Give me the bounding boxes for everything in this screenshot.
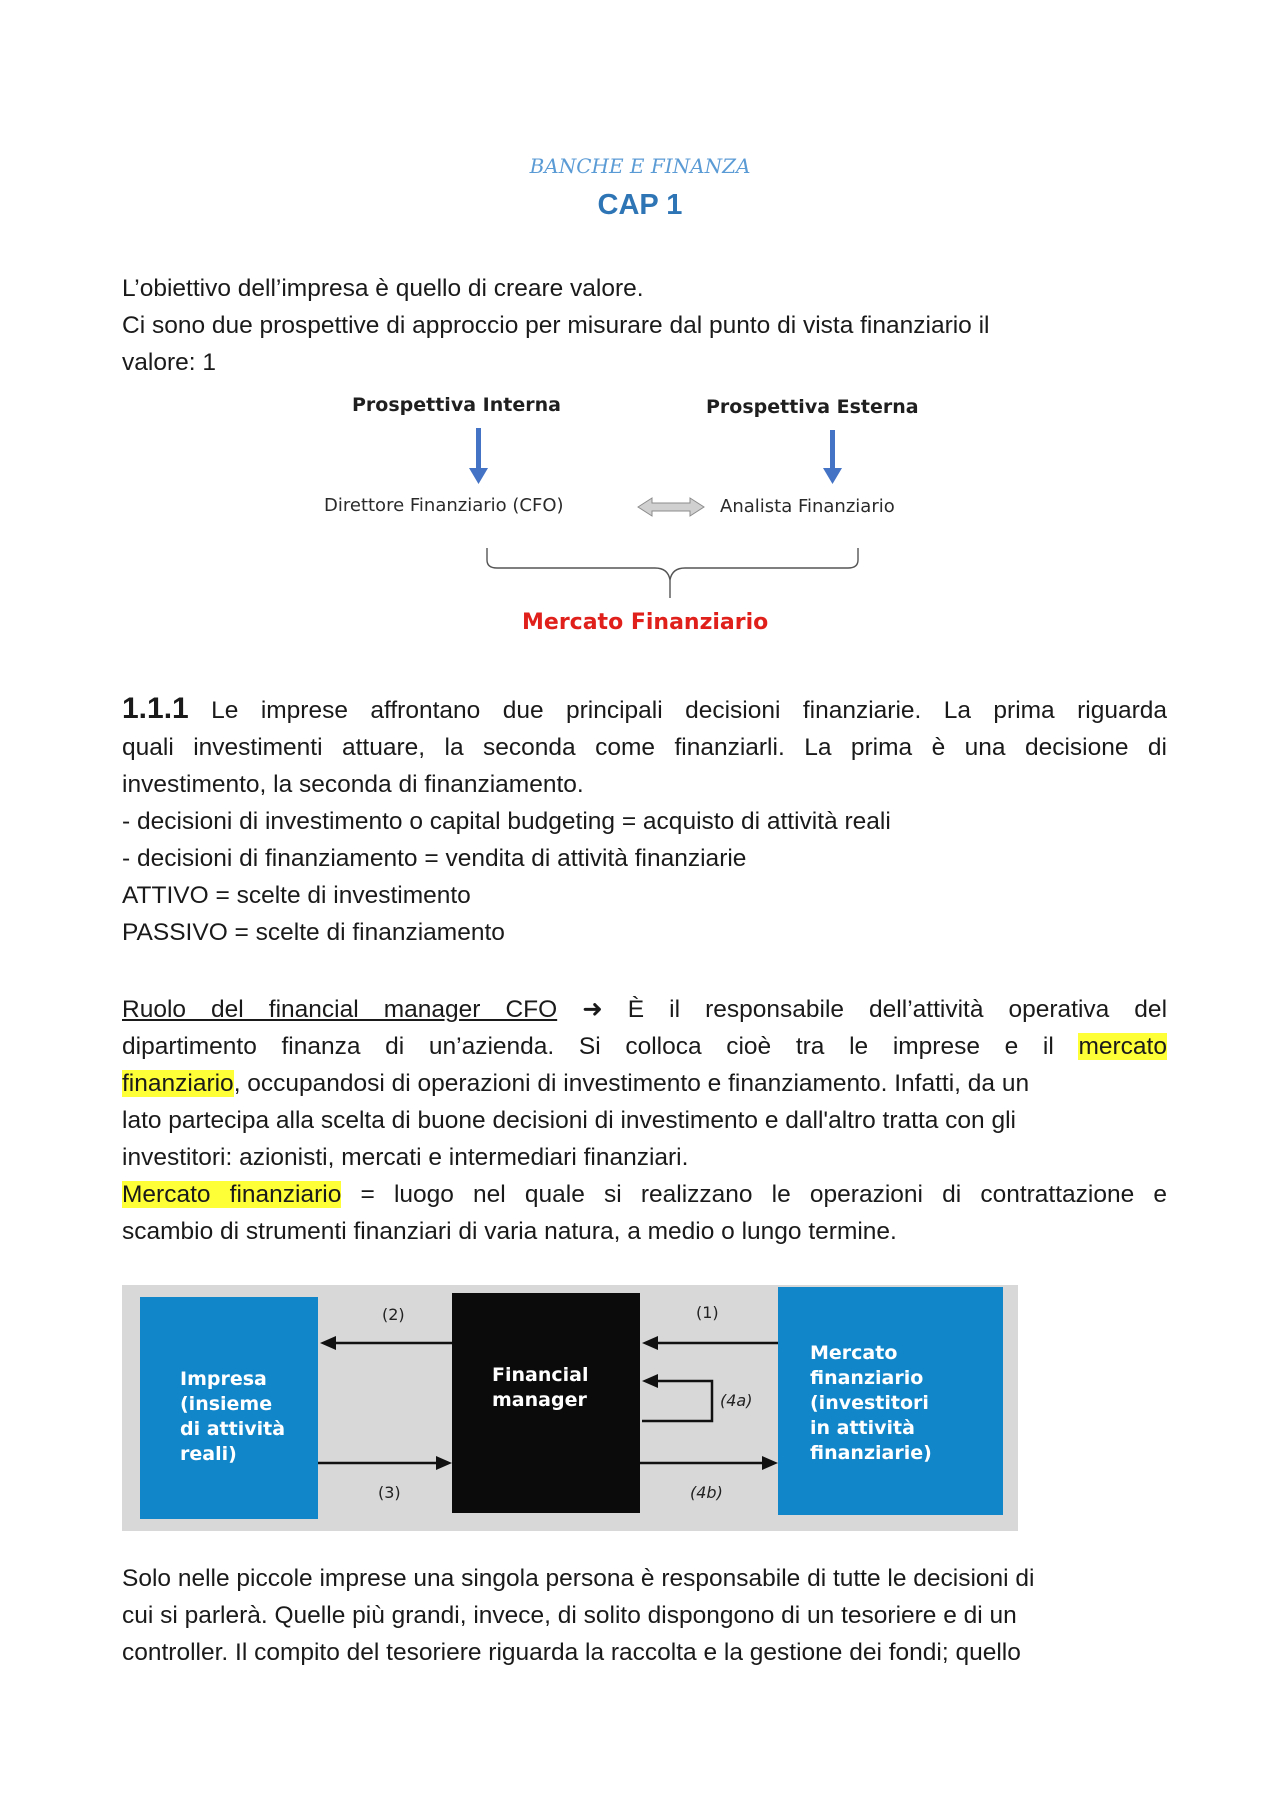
closing-line: controller. Il compito del tesoriere riguarda la raccolta e la gestione dei fondi; quello — [122, 1639, 1021, 1666]
section-number: 1.1.1 — [122, 692, 189, 725]
intro-line: valore: 1 — [122, 349, 216, 376]
flow-arrow-4b-icon — [640, 1456, 778, 1470]
role-paragraph — [122, 991, 1167, 1250]
internal-perspective-label: Prospettiva Interna — [352, 394, 561, 416]
section-line: investimento, la seconda di finanziamento. — [122, 771, 584, 798]
section-line: PASSIVO = scelte di finanziamento — [122, 919, 505, 946]
closing-line: Solo nelle piccole imprese una singola persona è responsabile di tutte le decisioni di — [122, 1565, 1035, 1592]
impresa-box: Impresa (insieme di attività reali) — [140, 1297, 318, 1519]
highlight-mercato-finanziario: Mercato finanziario — [122, 1181, 342, 1208]
closing-line: cui si parlerà. Quelle più grandi, invece, di solito dispongono di un tesoriere e di un — [122, 1602, 1017, 1629]
role-line: Mercato finanziario = luogo nel quale si realizzano le operazioni di contrattazione e — [122, 1181, 1168, 1208]
double-arrow-icon — [638, 498, 704, 516]
down-arrow-icon — [469, 428, 488, 484]
intro-line: L’obiettivo dell’impresa è quello di creare valore. — [122, 275, 644, 302]
flow-label-4a: (4a) — [720, 1391, 753, 1410]
mercato-box: Mercato finanziario (investitori in attività finanziarie) — [778, 1287, 1003, 1515]
highlight-mercato: mercato — [1078, 1033, 1167, 1060]
arrow-right-icon: ➜ — [582, 996, 603, 1023]
flow-label-2: (2) — [382, 1305, 405, 1324]
section-paragraph — [122, 690, 1167, 951]
flow-label-4b: (4b) — [690, 1483, 723, 1502]
flow-arrow-1-icon — [642, 1336, 778, 1350]
flow-arrows — [122, 1285, 1018, 1531]
intro-line: Ci sono due prospettive di approccio per misurare dal punto di vista finanziario il — [122, 312, 990, 339]
financial-manager-box: Financial manager — [452, 1293, 640, 1513]
flow-label-1: (1) — [696, 1303, 719, 1322]
section-line: - decisioni di investimento o capital budgeting = acquisto di attività reali — [122, 808, 891, 835]
chapter-heading: CAP 1 — [597, 189, 683, 221]
role-line: investitori: azionisti, mercati e intermediari finanziari. — [122, 1144, 689, 1171]
section-line: - decisioni di finanziamento = vendita di attività finanziarie — [122, 845, 747, 872]
perspectives-connectors — [300, 388, 980, 648]
role-line: dipartimento finanza di un’azienda. Si colloca cioè tra le imprese e il mercato — [122, 1033, 1167, 1060]
section-line: 1.1.1 Le imprese affrontano due principali decisioni finanziarie. La prima riguarda — [122, 692, 1167, 725]
role-line: lato partecipa alla scelta di buone decisioni di investimento e dall'altro tratta con gli — [122, 1107, 1016, 1134]
section-line: ATTIVO = scelte di investimento — [122, 882, 471, 909]
flow-label-3: (3) — [378, 1483, 401, 1502]
flow-arrow-4a-icon — [642, 1374, 712, 1421]
external-perspective-label: Prospettiva Esterna — [706, 396, 919, 418]
perspectives-diagram — [300, 388, 980, 648]
financial-manager-diagram — [122, 1285, 1018, 1531]
section-line: quali investimenti attuare, la seconda come finanziarli. La prima è una decisione di — [122, 734, 1167, 761]
down-arrow-icon — [823, 430, 842, 484]
closing-paragraph — [122, 1560, 1167, 1671]
cfo-label: Direttore Finanziario (CFO) — [324, 495, 564, 516]
document-title: BANCHE E FINANZA — [529, 154, 751, 178]
role-line: finanziario, occupandosi di operazioni di investimento e finanziamento. Infatti, da un — [122, 1070, 1030, 1097]
flow-arrow-3-icon — [318, 1456, 452, 1470]
role-line: Ruolo del financial manager CFO ➜ È il responsabile dell’attività operativa del — [122, 996, 1168, 1023]
intro-paragraph — [122, 270, 1167, 381]
highlight-finanziario: finanziario — [122, 1070, 234, 1097]
analyst-label: Analista Finanziario — [720, 496, 895, 517]
role-heading: Ruolo del financial manager CFO — [122, 996, 558, 1023]
financial-market-label: Mercato Finanziario — [522, 610, 769, 635]
role-line: scambio di strumenti finanziari di varia natura, a medio o lungo termine. — [122, 1218, 897, 1245]
brace-shape — [487, 548, 858, 580]
flow-arrow-2-icon — [320, 1336, 452, 1350]
